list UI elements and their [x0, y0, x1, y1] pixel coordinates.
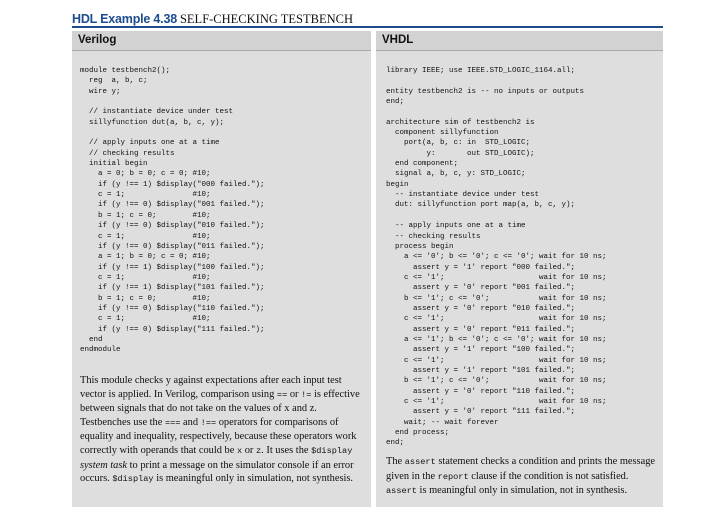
- assert-keyword-2: assert: [386, 486, 417, 497]
- example-label: HDL Example 4.38: [72, 12, 177, 26]
- op-case-not-equal: !==: [200, 417, 217, 428]
- value-x: x: [236, 445, 243, 456]
- system-task-term: system task: [80, 459, 128, 471]
- example-title: SELF-CHECKING TESTBENCH: [179, 12, 354, 26]
- vhdl-code: library IEEE; use IEEE.STD_LOGIC_1164.all; entity testbench2 is -- no inputs or outputs end; architecture sim of testbench2 is component sillyfunction port(a, b, c: in STD_LOGIC; y: out STD_LOGIC); end component; signal a, b, c, y: STD_LOGIC; begin -- instantiate device under test dut: sillyfunction port map(a, b, c, y); -- apply inputs one at a time -- checking results process begin a <= '0'; b <= '0'; c <= '0'; wait for 10 ns; assert y = '1' report "000 failed."; c <= '1'; wait for 10 ns; assert y = '0' report "001 failed."; b <= '1'; c <= '0'; wait for 10 ns; assert y = '0' report "010 failed."; c <= '1'; wait for 10 ns; assert y = '0' report "011 failed."; a <= '1'; b <= '0'; c <= '0'; wait for 10 ns; assert y = '1' report "100 failed."; c <= '1'; wait for 10 ns; assert y = '1' report "101 failed."; b <= '1'; c <= '0'; wait for 10 ns; assert y = '0' report "110 failed."; c <= '1'; wait for 10 ns; assert y = '0' report "111 failed."; wait; -- wait forever end process; end;: [386, 67, 607, 448]
- display-keyword-2: $display: [112, 474, 154, 485]
- verilog-code: module testbench2(); reg a, b, c; wire y; // instantiate device under test sillyfunction dut(a, b, c, y); // apply inputs one at a time // checking results initial begin a = 0; b = 0; c = 0; #10; if (y !== 1) $display("000 failed."); c = 1; #10; if (y !== 0) $display("001 failed."); b = 1; c = 0; #10; if (y !== 0) $display("010 failed."); c = 1; #10; if (y !== 0) $display("011 failed."); a = 1; b = 0; c = 0; #10; if (y !== 1) $display("100 failed."); c = 1; #10; if (y !== 1) $display("101 failed."); b = 1; c = 0; #10; if (y !== 0) $display("110 failed."); c = 1; #10; if (y !== 0) $display("111 failed."); end endmodule: [80, 67, 265, 355]
- verilog-heading: Verilog: [72, 31, 371, 51]
- report-keyword: report: [437, 471, 469, 482]
- vhdl-panel: [376, 31, 663, 507]
- verilog-explanation: This module checks y against expectations after each input test vector is applied. In Verilog, comparison using == or != is effective between signals that do not take on the values of x and z. Testbenches use the === and !== operators for comparisons of equality and inequality, respectively, because these operators work correctly with operands that could be x or z. It uses the $display system task to print a message on the simulator console if an error occurs. $display is meaningful only in simulation, not synthesis.: [80, 375, 360, 485]
- verilog-panel: [72, 31, 371, 507]
- vhdl-explanation: The assert statement checks a condition and prints the message given in the report clause if the condition is not satisfied. assert is meaningful only in simulation, not in synthesis.: [386, 456, 656, 497]
- op-equal: ==: [276, 389, 288, 400]
- example-title-bar: [72, 10, 663, 28]
- hdl-example-figure: [72, 10, 663, 507]
- op-case-equal: ===: [164, 417, 181, 428]
- value-z: z: [256, 445, 262, 456]
- op-not-equal: !=: [301, 389, 312, 400]
- vhdl-heading: VHDL: [376, 31, 663, 51]
- display-keyword: $display: [311, 445, 353, 456]
- assert-keyword: assert: [404, 457, 436, 467]
